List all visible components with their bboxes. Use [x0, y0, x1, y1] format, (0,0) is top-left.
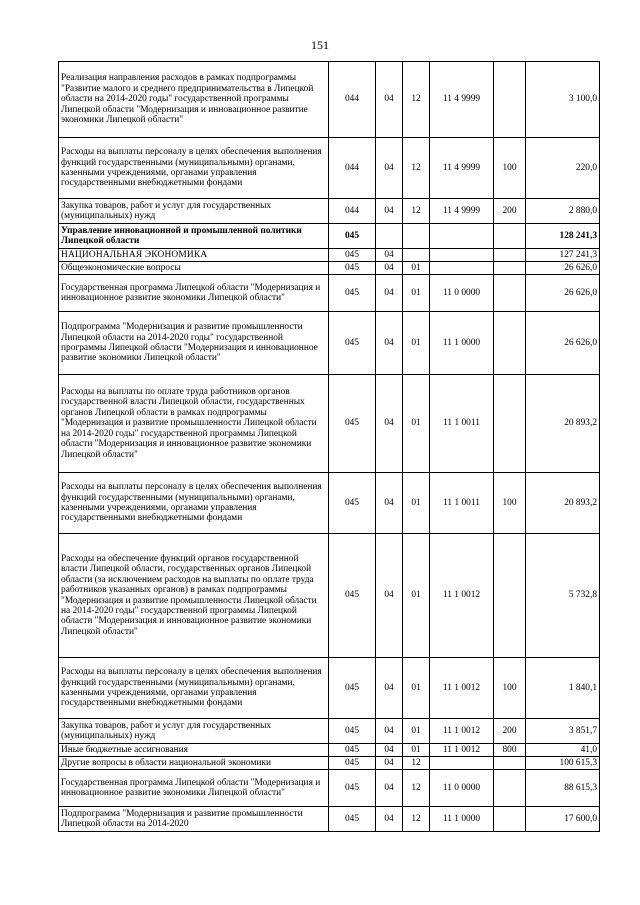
row-name: Общеэкономические вопросы: [59, 262, 329, 275]
row-name: Подпрограмма "Модернизация и развитие промышленности Липецкой области на 2014-2020 годы" государственной программы Липецкой области "Модернизация и инновационное развитие экономики Липецкой области": [59, 312, 329, 375]
section-code: 04: [376, 62, 403, 138]
row-name: Государственная программа Липецкой области "Модернизация и инновационное развитие экономики Липецкой области": [59, 770, 329, 807]
table-row: [59, 275, 600, 312]
expense-type-code: 200: [494, 719, 526, 744]
subsection-code: [403, 224, 430, 249]
target-article-code: 11 1 0011: [430, 375, 494, 473]
expense-type-code: [494, 312, 526, 375]
subsection-code: 01: [403, 534, 430, 658]
amount: 1 840,1: [526, 658, 600, 719]
subsection-code: 01: [403, 744, 430, 757]
row-name: Закупка товаров, работ и услуг для государственных (муниципальных) нужд: [59, 719, 329, 744]
row-name: Закупка товаров, работ и услуг для государственных (муниципальных) нужд: [59, 199, 329, 224]
target-article-code: [430, 262, 494, 275]
row-name: Расходы на обеспечение функций органов государственной власти Липецкой области, государственных органов Липецкой области (за исключением расходов на выплаты по оплате труда работников указанных органов) в рамках подпрограммы "Модернизация и развитие промышленности Липецкой области на 2014-2020 годы" государственной программы Липецкой области "Модернизация и инновационное развитие экономики Липецкой области": [59, 534, 329, 658]
subsection-code: 01: [403, 375, 430, 473]
target-article-code: 11 4 9999: [430, 62, 494, 138]
section-code: 04: [376, 473, 403, 534]
ved-code: 044: [329, 199, 376, 224]
section-code: [376, 224, 403, 249]
ved-code: 045: [329, 249, 376, 262]
expense-type-code: 100: [494, 473, 526, 534]
target-article-code: 11 1 0000: [430, 807, 494, 832]
amount: 5 732,8: [526, 534, 600, 658]
section-code: 04: [376, 312, 403, 375]
amount: 2 880,0: [526, 199, 600, 224]
row-name: Расходы на выплаты персоналу в целях обеспечения выполнения функций государственными (муниципальными) органами, казенными учреждениями, органами управления государственными внебюджетными фондами: [59, 138, 329, 199]
subsection-code: 12: [403, 138, 430, 199]
expense-type-code: [494, 275, 526, 312]
ved-code: 045: [329, 807, 376, 832]
target-article-code: 11 0 0000: [430, 770, 494, 807]
table-row: [59, 719, 600, 744]
table-row: [59, 249, 600, 262]
subsection-code: 01: [403, 658, 430, 719]
ved-code: 045: [329, 262, 376, 275]
ved-code: 044: [329, 138, 376, 199]
subsection-code: 12: [403, 757, 430, 770]
ved-code: 045: [329, 770, 376, 807]
ved-code: 045: [329, 757, 376, 770]
section-code: 04: [376, 199, 403, 224]
expense-type-code: [494, 249, 526, 262]
amount: 17 600,0: [526, 807, 600, 832]
table-row: [59, 62, 600, 138]
section-code: 04: [376, 807, 403, 832]
amount: 3 851,7: [526, 719, 600, 744]
target-article-code: 11 1 0000: [430, 312, 494, 375]
expense-type-code: 100: [494, 138, 526, 199]
subsection-code: 12: [403, 770, 430, 807]
row-name: НАЦИОНАЛЬНАЯ ЭКОНОМИКА: [59, 249, 329, 262]
page-number: 151: [311, 38, 329, 52]
expense-type-code: [494, 375, 526, 473]
target-article-code: 11 4 9999: [430, 138, 494, 199]
amount: 100 615,3: [526, 757, 600, 770]
subsection-code: [403, 249, 430, 262]
table-row: [59, 375, 600, 473]
ved-code: 045: [329, 534, 376, 658]
subsection-code: 01: [403, 312, 430, 375]
section-code: 04: [376, 534, 403, 658]
ved-code: 045: [329, 658, 376, 719]
section-code: 04: [376, 138, 403, 199]
table-row: [59, 224, 600, 249]
row-name: Расходы на выплаты персоналу в целях обеспечения выполнения функций государственными (муниципальными) органами, казенными учреждениями, органами управления государственными внебюджетными фондами: [59, 658, 329, 719]
amount: 128 241,3: [526, 224, 600, 249]
subsection-code: 12: [403, 807, 430, 832]
ved-code: 044: [329, 62, 376, 138]
table-row: [59, 807, 600, 832]
table-row: [59, 473, 600, 534]
expense-type-code: [494, 534, 526, 658]
row-name: Расходы на выплаты персоналу в целях обеспечения выполнения функций государственными (муниципальными) органами, казенными учреждениями, органами управления государственными внебюджетными фондами: [59, 473, 329, 534]
target-article-code: 11 1 0012: [430, 534, 494, 658]
subsection-code: 01: [403, 262, 430, 275]
expense-type-code: [494, 757, 526, 770]
target-article-code: 11 1 0012: [430, 744, 494, 757]
amount: 88 615,3: [526, 770, 600, 807]
expense-type-code: [494, 224, 526, 249]
table-row: [59, 262, 600, 275]
section-code: 04: [376, 375, 403, 473]
ved-code: 045: [329, 275, 376, 312]
ved-code: 045: [329, 224, 376, 249]
expense-type-code: [494, 807, 526, 832]
target-article-code: 11 1 0012: [430, 719, 494, 744]
ved-code: 045: [329, 312, 376, 375]
row-name: Подпрограмма "Модернизация и развитие промышленности Липецкой области на 2014-2020: [59, 807, 329, 832]
expense-type-code: 200: [494, 199, 526, 224]
section-code: 04: [376, 262, 403, 275]
table-row: [59, 770, 600, 807]
amount: 127 241,3: [526, 249, 600, 262]
target-article-code: 11 1 0012: [430, 658, 494, 719]
table-row: [59, 744, 600, 757]
target-article-code: [430, 249, 494, 262]
amount: 220,0: [526, 138, 600, 199]
amount: 26 626,0: [526, 275, 600, 312]
target-article-code: [430, 757, 494, 770]
section-code: 04: [376, 658, 403, 719]
subsection-code: 01: [403, 473, 430, 534]
row-name: Реализация направления расходов в рамках подпрограммы "Развитие малого и среднего предпринимательства в Липецкой области на 2014-2020 годы" государственной программы Липецкой области "Модернизация и инновационное развитие экономики Липецкой области": [59, 62, 329, 138]
target-article-code: 11 0 0000: [430, 275, 494, 312]
table-row: [59, 534, 600, 658]
table-row: [59, 312, 600, 375]
ved-code: 045: [329, 375, 376, 473]
target-article-code: 11 1 0011: [430, 473, 494, 534]
section-code: 04: [376, 249, 403, 262]
expense-type-code: [494, 262, 526, 275]
amount: 20 893,2: [526, 473, 600, 534]
expense-type-code: 100: [494, 658, 526, 719]
ved-code: 045: [329, 473, 376, 534]
section-code: 04: [376, 719, 403, 744]
subsection-code: 01: [403, 275, 430, 312]
section-code: 04: [376, 770, 403, 807]
subsection-code: 01: [403, 719, 430, 744]
section-code: 04: [376, 744, 403, 757]
subsection-code: 12: [403, 62, 430, 138]
amount: 26 626,0: [526, 262, 600, 275]
amount: 41,0: [526, 744, 600, 757]
row-name: Расходы на выплаты по оплате труда работников органов государственной власти Липецкой области, государственных органов Липецкой области в рамках подпрограммы "Модернизация и развитие промышленности Липецкой области на 2014-2020 годы" государственной программы Липецкой области "Модернизация и инновационное развитие экономики Липецкой области": [59, 375, 329, 473]
amount: 20 893,2: [526, 375, 600, 473]
section-code: 04: [376, 757, 403, 770]
subsection-code: 12: [403, 199, 430, 224]
expense-type-code: [494, 62, 526, 138]
expense-type-code: 800: [494, 744, 526, 757]
table-row: [59, 757, 600, 770]
amount: 26 626,0: [526, 312, 600, 375]
section-code: 04: [376, 275, 403, 312]
row-name: Другие вопросы в области национальной экономики: [59, 757, 329, 770]
row-name: Государственная программа Липецкой области "Модернизация и инновационное развитие экономики Липецкой области": [59, 275, 329, 312]
table-row: [59, 658, 600, 719]
target-article-code: 11 4 9999: [430, 199, 494, 224]
ved-code: 045: [329, 744, 376, 757]
row-name: Иные бюджетные ассигнования: [59, 744, 329, 757]
table-row: [59, 138, 600, 199]
expense-type-code: [494, 770, 526, 807]
budget-table: [58, 61, 600, 832]
row-name: Управление инновационной и промышленной политики Липецкой области: [59, 224, 329, 249]
ved-code: 045: [329, 719, 376, 744]
amount: 3 100,0: [526, 62, 600, 138]
table-row: [59, 199, 600, 224]
target-article-code: [430, 224, 494, 249]
